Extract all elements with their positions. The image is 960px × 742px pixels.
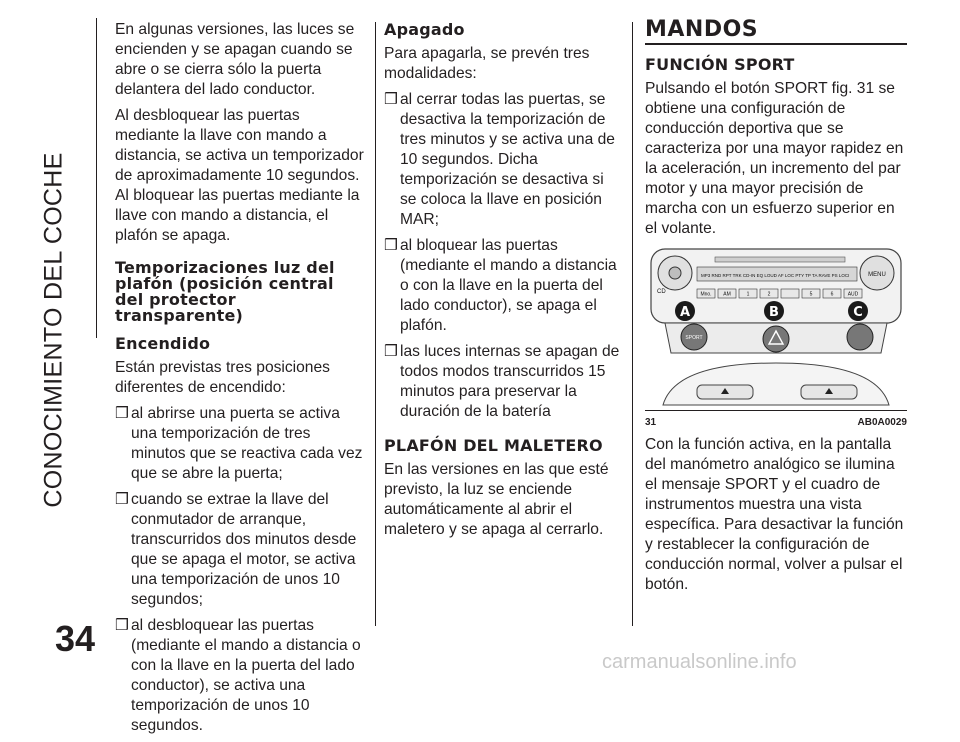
callout-b: B xyxy=(769,304,779,320)
paragraph: En algunas versiones, las luces se encienden y se apagan cuando se abre o se cierra sólo la puerta delantera del lado conductor. xyxy=(115,21,355,98)
figure-31 xyxy=(645,245,907,428)
section-heading: PLAFÓN DEL MALETERO xyxy=(384,436,603,455)
section-heading: FUNCIÓN SPORT xyxy=(645,54,795,74)
svg-text:Mno.: Mno. xyxy=(700,291,712,297)
column-3 xyxy=(645,17,907,601)
paragraph: Pulsando el botón SPORT fig. 31 se obtiene una configuración de conducción deportiva que se caracteriza por una mayor rapidez en la aceleración, un incremento del par motor y una mayor precisión de marcha con un esfuerzo superior en el volante. xyxy=(645,79,904,237)
svg-text:AM: AM xyxy=(723,291,731,297)
column-divider xyxy=(632,22,633,626)
list-item: ❒ al cerrar todas las puertas, se desactiva la temporización de tres minutos y se activa una de 10 segundos. Dicha temporización se desactiva si se coloca la llave en posición MAR; xyxy=(384,91,615,228)
sport-button-label: SPORT xyxy=(685,334,703,341)
page-number: 34 xyxy=(55,618,96,659)
paragraph: Están previstas tres posiciones diferentes de encendido: xyxy=(115,359,330,396)
checkbox-bullet-icon: ❒ xyxy=(384,343,398,360)
checkbox-bullet-icon: ❒ xyxy=(115,617,129,634)
paragraph: En las versiones en las que esté previsto, la luz se enciende automáticamente al abrir el maletero y se apaga al cerrarlo. xyxy=(384,461,609,538)
checkbox-bullet-icon: ❒ xyxy=(384,91,398,108)
list-item: ❒ cuando se extrae la llave del conmutador de arranque, transcurridos dos minutos desde que se apaga el motor, se activa una temporización de unos 10 segundos; xyxy=(115,491,357,608)
paragraph: Para apagarla, se prevén tres modalidades: xyxy=(384,45,590,82)
chapter-title: MANDOS xyxy=(645,17,759,42)
section-heading: Apagado xyxy=(384,20,465,39)
list-item: ❒ al bloquear las puertas (mediante el mando a distancia o con la llave en la puerta del lado conductor), se apaga el plafón. xyxy=(384,237,617,334)
svg-text:5: 5 xyxy=(809,291,813,297)
figure-number: 31 xyxy=(645,416,657,428)
list-item: ❒ las luces internas se apagan de todos modos transcurridos 15 minutos para preservar la duración de la batería xyxy=(384,343,620,420)
figure-code: AB0A0029 xyxy=(857,416,907,428)
menu-button-label: MENU xyxy=(868,271,886,278)
checkbox-bullet-icon: ❒ xyxy=(115,491,129,508)
callout-c: C xyxy=(853,304,863,320)
figure-caption xyxy=(645,410,907,433)
section-heading: Encendido xyxy=(115,334,211,353)
sidebar-rule xyxy=(96,18,97,338)
watermark: carmanualsonline.info xyxy=(602,651,797,673)
list-item: ❒ al abrirse una puerta se activa una temporización de tres minutos que se reactiva cada vez que se abre la puerta; xyxy=(115,405,363,482)
column-2 xyxy=(384,20,624,546)
title-rule xyxy=(645,43,907,45)
paragraph: Con la función activa, en la pantalla del manómetro analógico se ilumina el mensaje SPORT y el cuadro de instrumentos muestra una vista específica. Para desactivar la función y restablecer la configuración de conducción normal, volver a pulsar el botón. xyxy=(645,435,904,593)
column-divider xyxy=(375,22,376,626)
checkbox-bullet-icon: ❒ xyxy=(115,405,129,422)
section-heading: Temporizaciones luz del plafón (posición central del protector transparente) xyxy=(115,258,335,325)
dashboard-illustration xyxy=(645,245,907,410)
checkbox-bullet-icon: ❒ xyxy=(384,237,398,254)
svg-text:AUD: AUD xyxy=(847,291,859,297)
radio-display-text: MP3 RND RPT TRK CD-IN EQ LOUD AF LOC PTY TP TA RAVE PS LOCI xyxy=(701,272,850,278)
svg-text:1: 1 xyxy=(746,291,750,297)
sidebar-section-title: CONOCIMIENTO DEL COCHE xyxy=(39,152,68,508)
callout-a: A xyxy=(679,304,691,320)
column-1 xyxy=(115,20,367,742)
list-item: ❒ al desbloquear las puertas (mediante el mando a distancia o con la llave en la puerta del lado conductor), se activa una temporización de unos 10 segundos. xyxy=(115,617,361,734)
paragraph: Al desbloquear las puertas mediante la llave con mando a distancia, se activa un temporizador de aproximadamente 10 segundos. Al bloquear las puertas mediante la llave con mando a distancia, el plafón se apaga. xyxy=(115,107,364,244)
cd-label: CD xyxy=(657,288,666,295)
svg-text:6: 6 xyxy=(830,291,834,297)
svg-text:2: 2 xyxy=(767,291,771,297)
